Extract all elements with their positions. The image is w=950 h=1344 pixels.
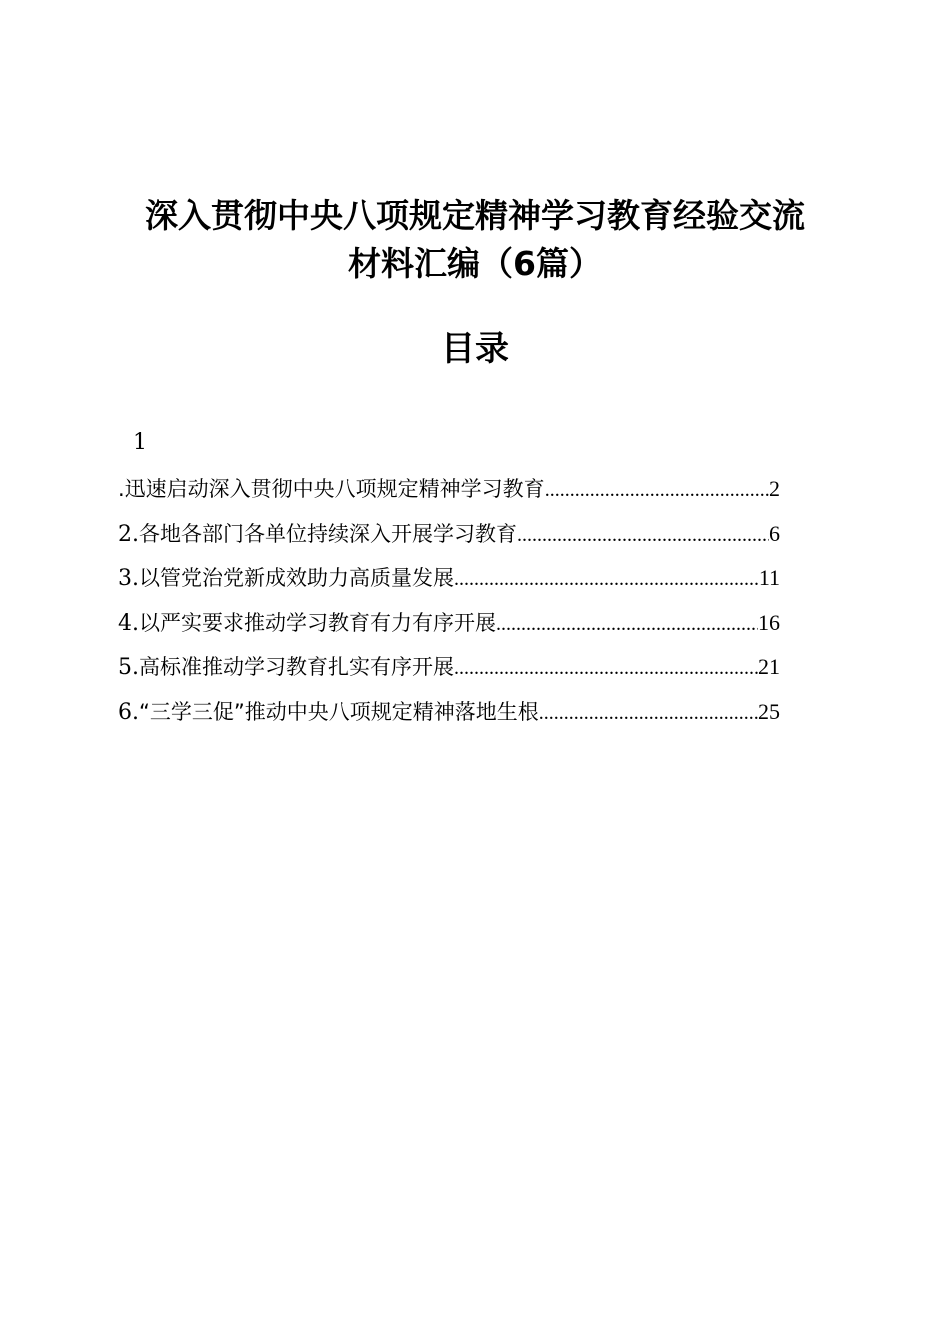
toc-entry-page: 16 bbox=[758, 609, 780, 635]
toc-entry-text: 以严实要求推动学习教育有力有序开展 bbox=[139, 610, 496, 635]
toc-leader-dots bbox=[454, 651, 758, 685]
toc-entry-number: 6. bbox=[118, 699, 139, 725]
toc-entry-2[interactable] bbox=[118, 517, 780, 562]
toc-entry-page: 2 bbox=[769, 476, 780, 501]
toc-entry-title bbox=[118, 472, 545, 507]
toc-leader-dots bbox=[496, 607, 758, 641]
toc-entry-number: 3. bbox=[118, 566, 139, 592]
toc-entry-title bbox=[118, 695, 539, 730]
toc-leader-dots bbox=[545, 473, 769, 507]
toc-entry-title bbox=[118, 606, 496, 641]
toc-entry-page: 6 bbox=[769, 520, 780, 546]
document-title bbox=[100, 192, 850, 288]
document-title-line-2: 材料汇编（6篇） bbox=[348, 244, 602, 283]
toc-heading: 目录 bbox=[441, 329, 509, 369]
toc-entry-5[interactable] bbox=[118, 650, 780, 695]
toc-entry-title bbox=[118, 561, 454, 596]
toc-leader-dots bbox=[539, 696, 758, 730]
toc-entry-number: 2. bbox=[118, 521, 139, 547]
document-title-line-1: 深入贯彻中央八项规定精神学习教育经验交流 bbox=[145, 196, 805, 235]
toc-leader-dots bbox=[517, 518, 769, 552]
toc-leader-dots bbox=[454, 562, 759, 596]
toc-entry-text: .迅速启动深入贯彻中央八项规定精神学习教育 bbox=[118, 477, 545, 501]
toc-entry-text: “三学三促”推动中央八项规定精神落地生根 bbox=[139, 699, 539, 724]
toc-entry-6[interactable] bbox=[118, 695, 780, 740]
toc-entry-text: 各地各部门各单位持续深入开展学习教育 bbox=[139, 521, 517, 546]
toc-first-number: 1 bbox=[133, 430, 147, 455]
toc-entry-number: 4. bbox=[118, 610, 139, 636]
toc-entry-page: 21 bbox=[758, 654, 780, 680]
toc-entry-1[interactable] bbox=[118, 472, 780, 517]
toc-entry-4[interactable] bbox=[118, 606, 780, 651]
toc-entry-text: 高标准推动学习教育扎实有序开展 bbox=[139, 655, 454, 680]
toc-entry-3[interactable] bbox=[118, 561, 780, 606]
toc-entry-title bbox=[118, 517, 517, 552]
toc-entry-title bbox=[118, 650, 454, 685]
toc-entry-text: 以管党治党新成效助力高质量发展 bbox=[139, 566, 454, 591]
toc-entry-page: 25 bbox=[758, 698, 780, 724]
toc-list bbox=[118, 472, 780, 740]
toc-entry-page: 11 bbox=[758, 565, 780, 591]
toc-entry-number: 5. bbox=[118, 655, 139, 681]
